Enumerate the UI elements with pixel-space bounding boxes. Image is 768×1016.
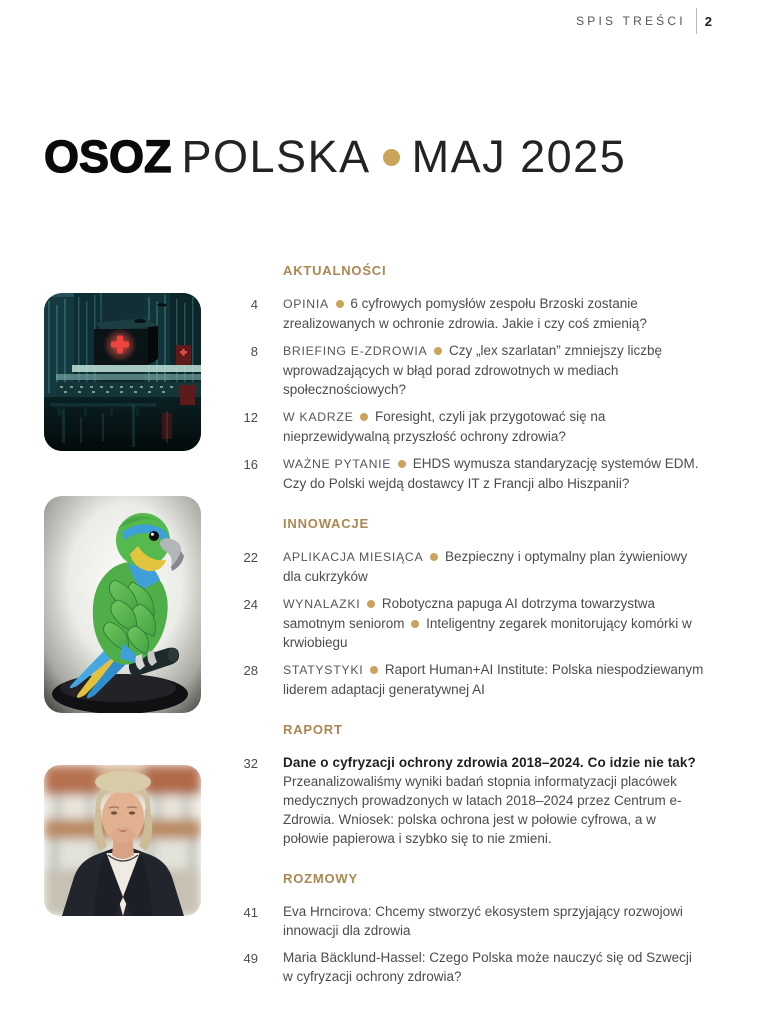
item-text: [283, 341, 705, 399]
page-number: 49: [243, 951, 258, 966]
toc-item[interactable]: [240, 902, 706, 940]
item-text: [283, 547, 705, 586]
bullet-icon: [370, 666, 378, 674]
page-number: 16: [243, 457, 258, 472]
item-text: [283, 594, 705, 652]
category-label: APLIKACJA MIESIĄCA: [283, 550, 424, 564]
page-number: 32: [243, 756, 258, 771]
item-description: Inteligentny zegarek monitorujący komórki w krwiobiegu: [283, 616, 692, 650]
item-description: Raport Human+AI Institute: Polska niespodziewanym liderem adaptacji generatywnej AI: [283, 662, 704, 697]
toc-item[interactable]: [240, 753, 706, 848]
item-description: Bezpieczny i optymalny plan żywieniowy dla cukrzyków: [283, 549, 688, 584]
robot-parrot-illustration: [44, 496, 201, 713]
folio-label: SPIS TREŚCI: [576, 14, 686, 28]
item-text: [283, 407, 705, 446]
cyber-hospital-thumbnail: [44, 293, 201, 451]
page-number: 12: [243, 410, 258, 425]
item-description: Czy „lex szarlatan” zmniejszy liczbę wprowadzających w błąd porad zdrowotnych w mediach społecznościowych?: [283, 343, 663, 397]
robot-parrot-thumbnail: [44, 496, 201, 713]
category-label: WAŻNE PYTANIE: [283, 457, 392, 471]
item-text: [283, 454, 705, 493]
toc-item[interactable]: [240, 547, 706, 586]
bullet-icon: [430, 553, 438, 561]
masthead: [44, 133, 626, 181]
bullet-icon: [336, 300, 344, 308]
item-description: Eva Hrncirova: Chcemy stworzyć ekosystem sprzyjający rozwojowi innowacji dla zdrowia: [283, 904, 683, 938]
category-label: BRIEFING E-ZDROWIA: [283, 344, 428, 358]
toc-section-0: [240, 264, 706, 493]
item-description: Przeanalizowaliśmy wyniki badań stopnia informatyzacji placówek medycznych prowadzonych w latach 2018–2024 przez Centrum e-Zdrowia. Wniosek: polska ochrona jest w połowie cyfrowa, a w połowie papierowa i szybko się to nie zmieni.: [283, 774, 682, 846]
page-number: 22: [243, 550, 258, 565]
category-label: WYNALAZKI: [283, 597, 361, 611]
item-text: [283, 660, 705, 699]
toc-section-2: [240, 723, 706, 848]
bullet-icon: [434, 347, 442, 355]
bullet-icon: [411, 620, 419, 628]
page-number: 8: [250, 344, 258, 359]
item-description: Robotyczna papuga AI dotrzyma towarzystwa samotnym seniorom: [283, 596, 656, 631]
page-number: 41: [243, 905, 258, 920]
category-label: OPINIA: [283, 297, 329, 311]
toc-sections: [240, 256, 706, 994]
item-headline: Dane o cyfryzacji ochrony zdrowia 2018–2024. Co idzie nie tak?: [283, 755, 696, 770]
bullet-icon: [398, 460, 406, 468]
folio: [576, 8, 712, 34]
item-description: 6 cyfrowych pomysłów zespołu Brzoski zostanie zrealizowanych w ochronie zdrowia. Jakie i czy coś zmienią?: [283, 296, 647, 331]
folio-page-number: 2: [704, 13, 712, 29]
section-title: ROZMOWY: [283, 871, 358, 886]
masthead-title: POLSKA: [181, 131, 371, 182]
item-description: EHDS wymusza standaryzację systemów EDM. Czy do Polski wejdą dostawcy IT z Francji albo Hiszpanii?: [283, 456, 699, 491]
toc-section-1: [240, 517, 706, 699]
masthead-issue: MAJ 2025: [411, 131, 627, 182]
masthead-brand: OSOZ: [44, 131, 172, 182]
page-number: 28: [243, 663, 258, 678]
bullet-icon: [360, 413, 368, 421]
portrait-illustration: [44, 765, 201, 916]
toc-item[interactable]: [240, 294, 706, 333]
toc-item[interactable]: [240, 454, 706, 493]
cyber-hospital-illustration: [44, 293, 201, 451]
category-label: W KADRZE: [283, 410, 354, 424]
item-description: Maria Bäcklund-Hassel: Czego Polska może nauczyć się od Szwecji w cyfryzacji ochrony zdrowia?: [283, 950, 692, 984]
section-title: RAPORT: [283, 722, 343, 737]
toc-item[interactable]: [240, 341, 706, 399]
item-description: Foresight, czyli jak przygotować się na nieprzewidywalną przyszłość ochrony zdrowia?: [283, 409, 606, 444]
item-text: [283, 948, 705, 986]
item-text: [283, 902, 705, 940]
item-text: [283, 294, 705, 333]
toc-item[interactable]: [240, 407, 706, 446]
page-number: 24: [243, 597, 258, 612]
toc-item[interactable]: [240, 948, 706, 986]
folio-divider: [696, 8, 697, 34]
toc-section-3: [240, 872, 706, 986]
bullet-icon: [367, 600, 375, 608]
section-title: INNOWACJE: [283, 516, 369, 531]
category-label: STATYSTYKI: [283, 663, 364, 677]
toc-item[interactable]: [240, 660, 706, 699]
masthead-dot-icon: [383, 149, 400, 166]
item-text: [283, 753, 705, 848]
portrait-thumbnail: [44, 765, 201, 916]
section-title: AKTUALNOŚCI: [283, 263, 387, 278]
page-number: 4: [250, 297, 258, 312]
toc-item[interactable]: [240, 594, 706, 652]
